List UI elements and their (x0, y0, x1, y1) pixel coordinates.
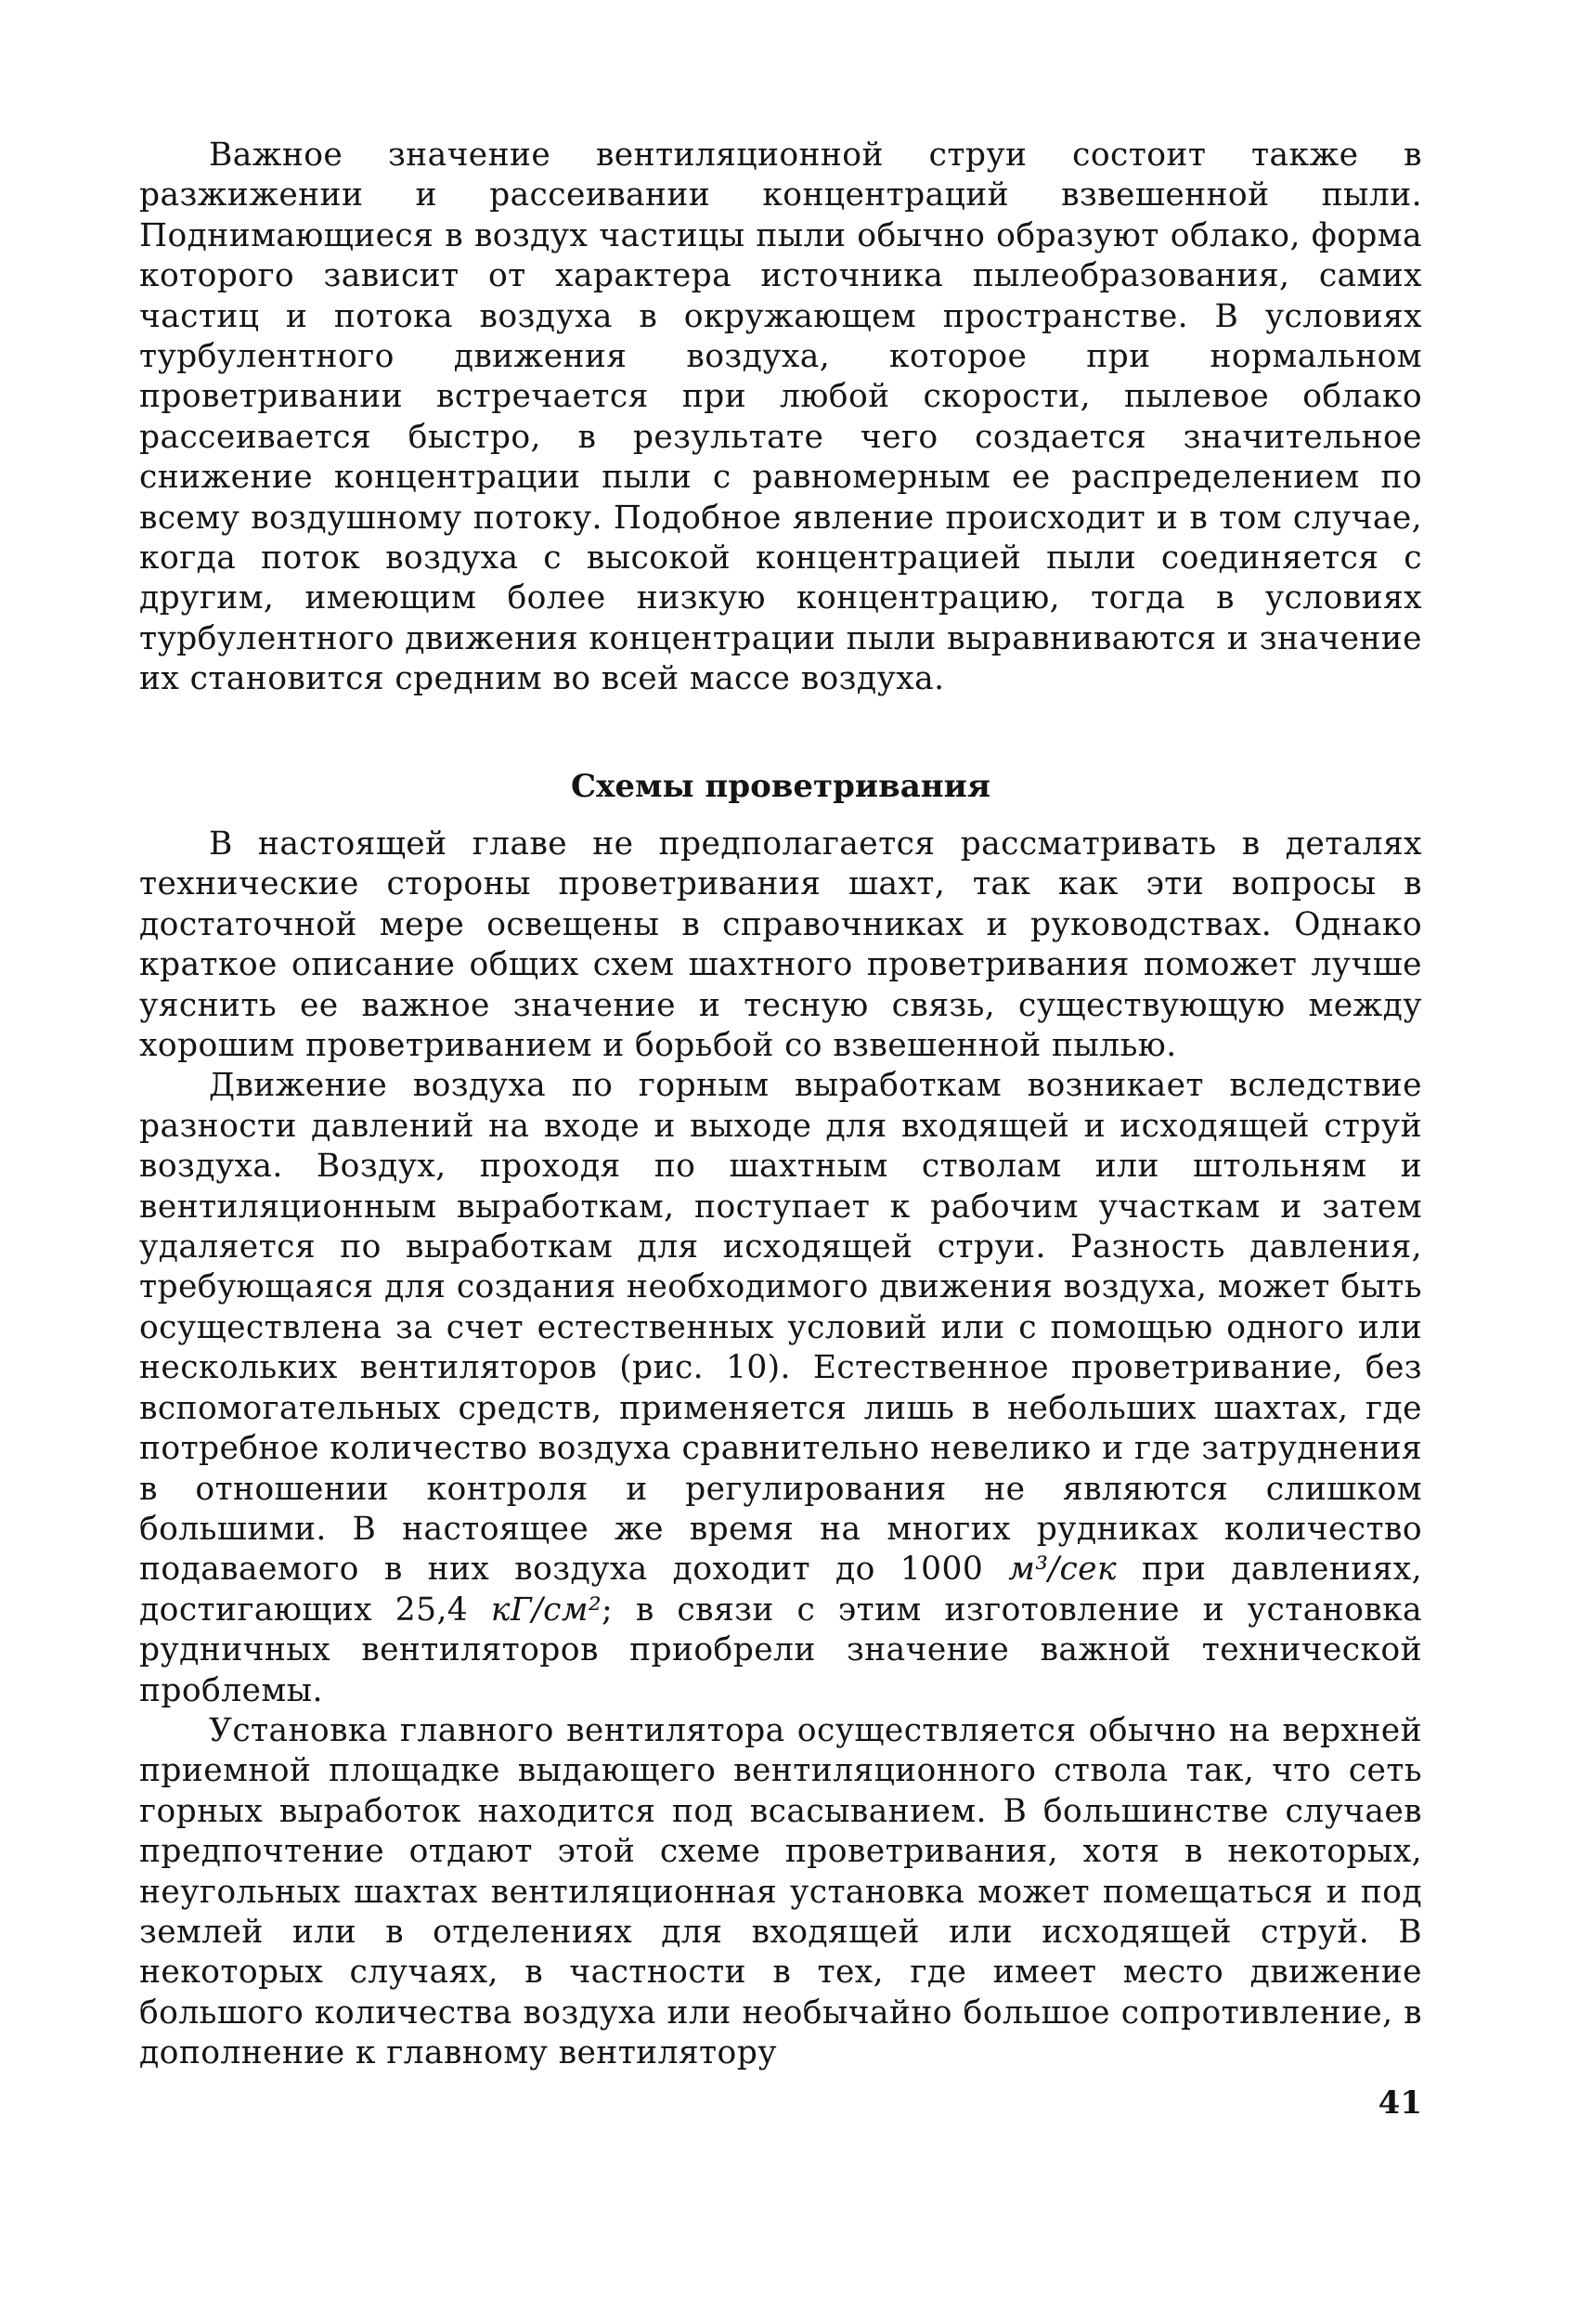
pressure-unit: кГ/см² (490, 1590, 602, 1629)
intro-text (139, 136, 1422, 700)
section-heading: Схемы проветривания (571, 768, 990, 805)
paragraph-main-fan: Установка главного вентилятора осуществляется обычно на верхней приемной площадке выдающего вентиляционного ствола так, что сеть горных выработок находится под всасыванием. В большинстве случаев предпочтение отдают этой схеме проветривания, хотя в некоторых, неугольных шахтах вентиляционная установка может помещаться и под землей или в отделениях для входящей или исходящей струй. В некоторых случаях, в частности в тех, где имеет место движение большого количества воздуха или необычайно большое сопротивление, в дополнение к главному вентилятору (139, 1711, 1422, 2072)
paragraph-air-movement (139, 1066, 1422, 1711)
page-number: 41 (1378, 2084, 1422, 2122)
flow-unit: м³/сек (1008, 1551, 1117, 1589)
paragraph-chapter-scope: В настоящей главе не предполагается рассматривать в деталях технические стороны проветривания шахт, так как эти вопросы в достаточной мере освещены в справочниках и руководствах. Однако краткое описание общих схем шахтного проветривания поможет лучше уяснить ее важное значение и тесную связь, существующую между хорошим проветриванием и борьбой со взвешенной пылью. (139, 825, 1422, 1065)
paragraph-ventilation-dust: Важное значение вентиляционной струи состоит также в разжижении и рассеивании концентраций взвешенной пыли. Поднимающиеся в воздух частицы пыли обычно образуют облако, форма которого зависит от характера источника пылеобразования, самих частиц и потока воздуха в окружающем пространстве. В условиях турбулентного движения воздуха, которое при нормальном проветривании встречается при любой скорости, пылевое облако рассеивается быстро, в результате чего создается значительное снижение концентрации пыли с равномерным ее распределением по всему воздушному потоку. Подобное явление происходит и в том случае, когда поток воздуха с высокой концентрацией пыли соединяется с другим, имеющим более низкую концентрацию, тогда в условиях турбулентного движения концентрации пыли выравниваются и значение их становится средним во всей массе воздуха. (139, 136, 1422, 698)
section-body (139, 824, 1422, 2074)
air-movement-text: Движение воздуха по горным выработкам возникает вследствие разности давлений на входе и выходе для входящей и исходящей струй воздуха. Воздух, проходя по шахтным стволам или штольням и вентиляционным выработкам, поступает к рабочим участкам и затем удаляется по выработкам для исходящей струи. Разность давления, требующаяся для создания необходимого движения воздуха, может быть осуществлена за счет естественных условий или с помощью одного или нескольких вентиляторов (рис. 10). Естественное проветривание, без вспомогательных средств, применяется лишь в небольших шахтах, где потребное количество воздуха сравнительно невелико и где затруднения в отношении контроля и регулирования не являются слишком большими. В настоящее же время на многих рудниках количество подаваемого в них воздуха доходит до 1000 (139, 1067, 1422, 1589)
air-movement-text-2: при давлениях, достигающих 25,4 (139, 1551, 1423, 1629)
air-movement-text-3: ; в связи с этим изготовление и установка рудничных вентиляторов приобрели значение важной технической проблемы. (139, 1590, 1423, 1709)
